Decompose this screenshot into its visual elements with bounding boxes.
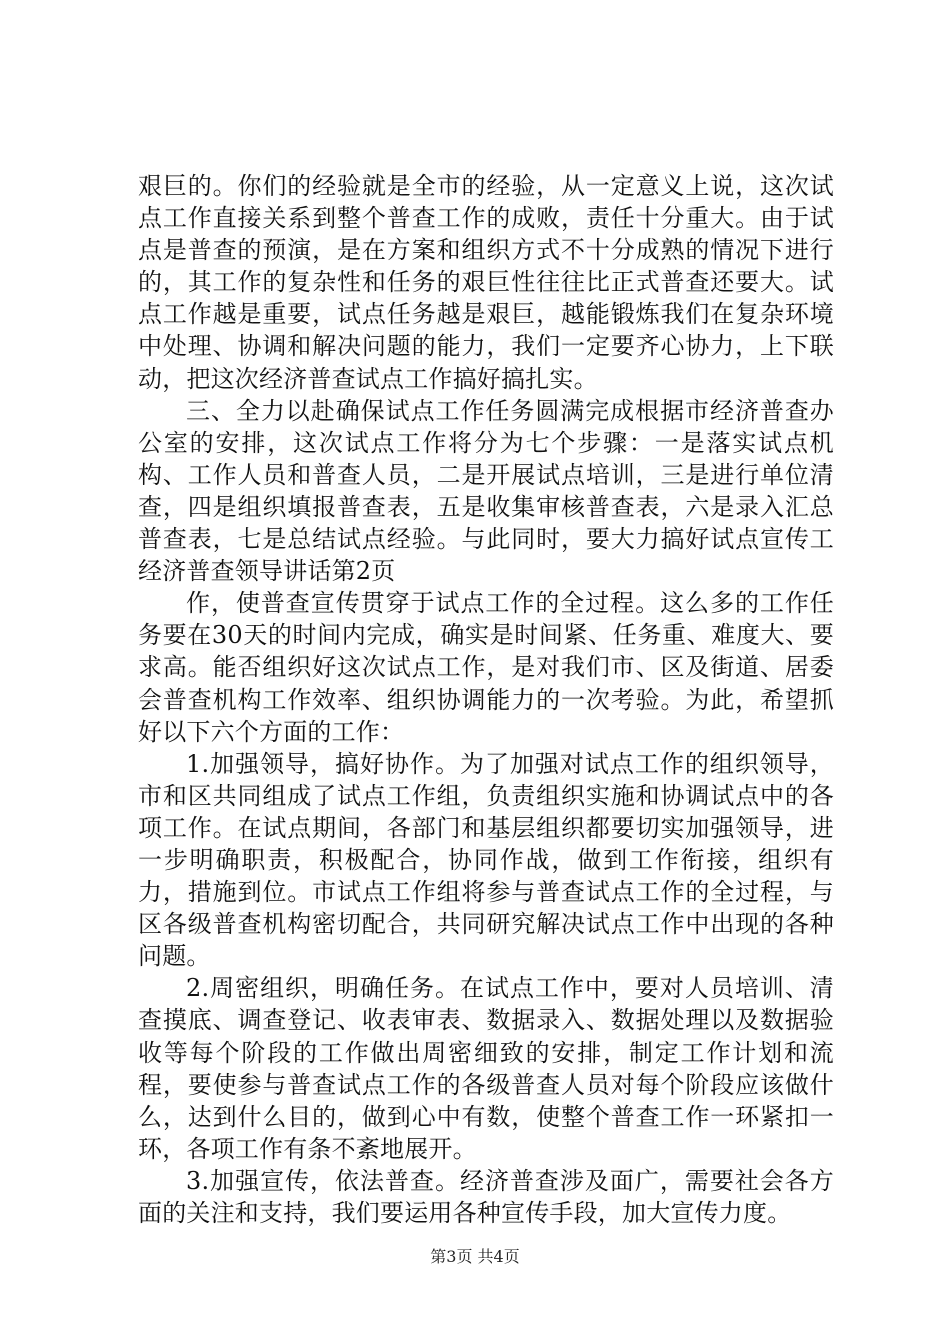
- paragraph-5: 2.周密组织，明确任务。在试点工作中，要对人员培训、清查摸底、调查登记、收表审表、数据录入、数据处理以及数据验收等每个阶段的工作做出周密细致的安排，制定工作计划和流程，要使参与普查试点工作的各级普查人员对每个阶段应该做什么，达到什么目的，做到心中有数，使整个普查工作一环紧扣一环，各项工作有条不紊地展开。: [138, 974, 834, 1163]
- paragraph-2: 三、全力以赴确保试点工作任务圆满完成根据市经济普查办公室的安排，这次试点工作将分为七个步骤：一是落实试点机构、工作人员和普查人员，二是开展试点培训，三是进行单位清查，四是组织填报普查表，五是收集审核普查表，六是录入汇总普查表，七是总结试点经验。与此同时，要大力搞好试点宣传工经济普查领导讲话第2页: [138, 396, 834, 586]
- paragraph-3: 作，使普查宣传贯穿于试点工作的全过程。这么多的工作任务要在30天的时间内完成，确实是时间紧、任务重、难度大、要求高。能否组织好这次试点工作，是对我们市、区及街道、居委会普查机构工作效率、组织协调能力的一次考验。为此，希望抓好以下六个方面的工作：: [138, 589, 834, 746]
- page-footer: 第3页 共4页: [430, 1247, 520, 1266]
- paragraph-4: 1.加强领导，搞好协作。为了加强对试点工作的组织领导，市和区共同组成了试点工作组，负责组织实施和协调试点中的各项工作。在试点期间，各部门和基层组织都要切实加强领导，进一步明确职责，积极配合，协同作战，做到工作衔接，组织有力，措施到位。市试点工作组将参与普查试点工作的全过程，与区各级普查机构密切配合，共同研究解决试点工作中出现的各种问题。: [138, 749, 834, 971]
- paragraph-6: 3.加强宣传，依法普查。经济普查涉及面广，需要社会各方面的关注和支持，我们要运用各种宣传手段，加大宣传力度。: [138, 1166, 834, 1227]
- document-body: [138, 170, 834, 1229]
- paragraph-1: 艰巨的。你们的经验就是全市的经验，从一定意义上说，这次试点工作直接关系到整个普查工作的成败，责任十分重大。由于试点是普查的预演，是在方案和组织方式不十分成熟的情况下进行的，其工作的复杂性和任务的艰巨性往往比正式普查还要大。试点工作越是重要，试点任务越是艰巨，越能锻炼我们在复杂环境中处理、协调和解决问题的能力，我们一定要齐心协力，上下联动，把这次经济普查试点工作搞好搞扎实。: [138, 172, 834, 393]
